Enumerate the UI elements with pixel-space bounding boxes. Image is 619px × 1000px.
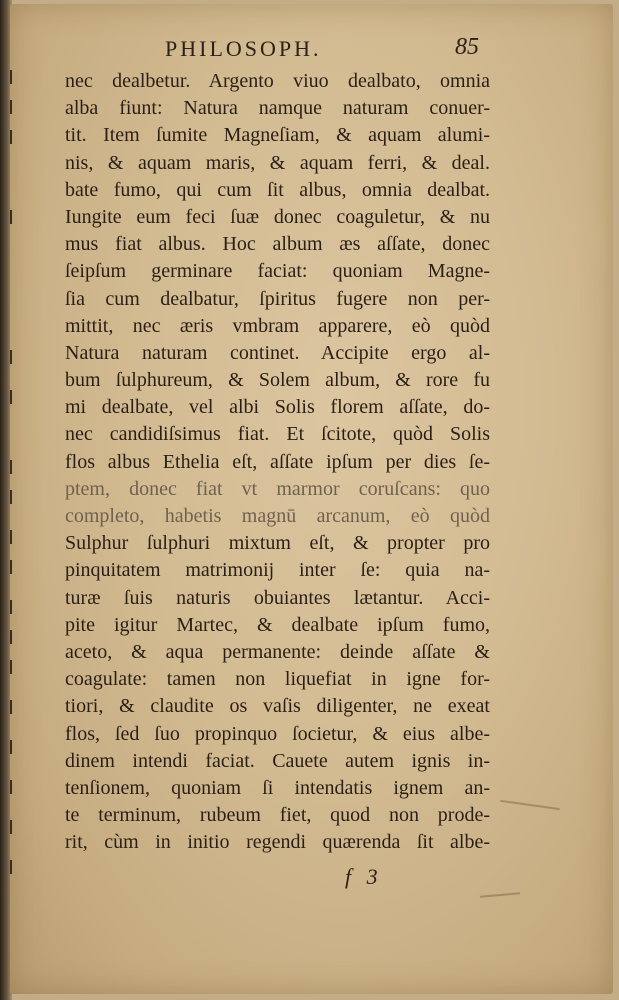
running-title: PHILOSOPH. <box>165 36 322 61</box>
text-line: Sulphur ſulphuri mixtum eſt, & propter pro <box>65 532 490 555</box>
text-line: tenſionem, quoniam ſi intendatis ignem an- <box>65 776 490 799</box>
text-line: rit, cùm in initio regendi quærenda ſit albe- <box>65 831 490 854</box>
page-number: 85 <box>455 34 479 60</box>
text-line: bum ſulphureum, & Solem album, & rore fu <box>65 369 490 392</box>
text-line: ſia cum dealbatur, ſpiritus fugere non per- <box>65 287 490 310</box>
text-line: flos albus Ethelia eſt, aſſate ipſum per dies ſe- <box>65 450 490 473</box>
book-page <box>10 4 613 994</box>
bleed-through-marks <box>6 60 22 900</box>
text-line: turæ ſuis naturis obuiantes lætantur. Acci- <box>65 586 490 609</box>
text-line: tit. Item ſumite Magneſiam, & aquam alumi- <box>65 124 490 147</box>
text-line: te terminum, rubeum fiet, quod non prode- <box>65 804 490 827</box>
text-line: ſeipſum germinare faciat: quoniam Magne- <box>65 260 490 283</box>
text-line: flos, ſed ſuo propinquo ſocietur, & eius albe- <box>65 722 490 745</box>
paper-streak <box>480 892 520 897</box>
text-line: bate fumo, qui cum ſit albus, omnia dealbat. <box>65 178 490 201</box>
running-head <box>50 34 500 64</box>
text-line: nec dealbetur. Argento viuo dealbato, omnia <box>65 70 490 92</box>
text-line: ptem, donec fiat vt marmor coruſcans: quo <box>65 477 490 500</box>
text-line: completo, habetis magnū arcanum, eò quòd <box>65 505 490 527</box>
text-line: aceto, & aqua permanente: deinde aſſate & <box>65 640 490 663</box>
text-line: mittit, nec æris vmbram apparere, eò quòd <box>65 314 490 337</box>
text-line: Natura naturam continet. Accipite ergo al- <box>65 341 490 364</box>
signature-mark: f 3 <box>345 864 378 889</box>
text-line: Iungite eum feci ſuæ donec coaguletur, & nu <box>65 205 490 228</box>
text-line: mi dealbate, vel albi Solis florem aſſate, do- <box>65 396 490 419</box>
text-line: pinquitatem matrimonij inter ſe: quia na- <box>65 559 490 582</box>
text-line: coagulate: tamen non liquefiat in igne for- <box>65 668 490 691</box>
text-line: alba fiunt: Natura namque naturam conuer- <box>65 97 490 120</box>
text-line: nec candidiſsimus fiat. Et ſcitote, quòd Solis <box>65 423 490 446</box>
text-line: dinem intendi faciat. Cauete autem ignis in- <box>65 749 490 772</box>
text-line: nis, & aquam maris, & aquam ferri, & deal. <box>65 151 490 174</box>
text-line: mus fiat albus. Hoc album æs aſſate, donec <box>65 233 490 256</box>
body-text <box>65 68 490 856</box>
text-line: tiori, & claudite os vaſis diligenter, ne exeat <box>65 695 490 718</box>
paper-streak <box>500 800 560 810</box>
text-line: pite igitur Martec, & dealbate ipſum fumo, <box>65 613 490 636</box>
